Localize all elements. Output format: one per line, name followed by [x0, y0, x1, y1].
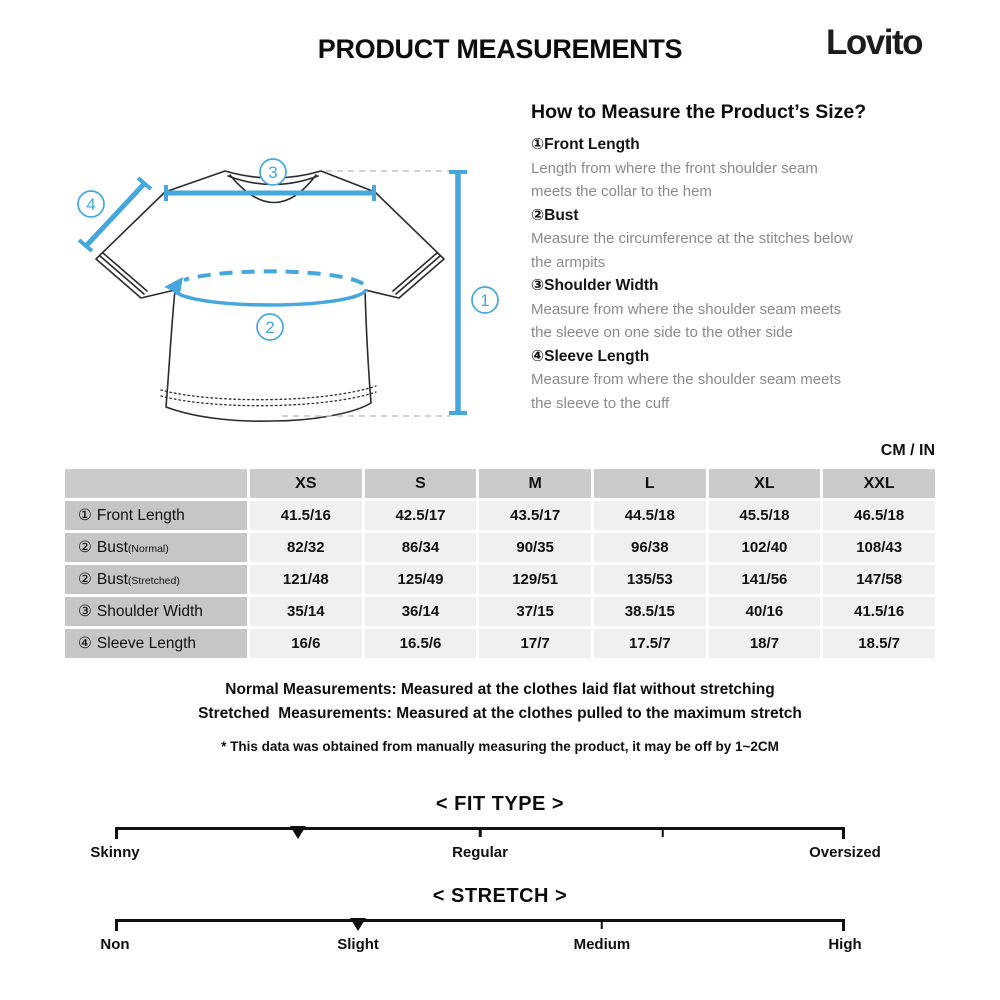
row-label: ③ Shoulder Width: [65, 597, 247, 626]
how-to-heading: How to Measure the Product’s Size?: [531, 101, 867, 123]
how-to-item-text: the sleeve on one side to the other side: [531, 324, 793, 341]
how-to-item-text: Measure from where the shoulder seam meets: [531, 300, 842, 318]
scale-label-oversized: Oversized: [809, 844, 881, 861]
marker-number-4: 4: [86, 195, 96, 214]
circled-number: ②: [78, 571, 92, 588]
stretch-title: < STRETCH >: [432, 885, 568, 907]
size-column-header: S: [365, 469, 477, 498]
measurement-value: 40/16: [709, 597, 821, 626]
circled-number: ④: [78, 635, 92, 652]
how-to-item-title: ②Bust: [531, 206, 579, 224]
how-to-item-text: the sleeve to the cuff: [531, 394, 670, 412]
scale-end-cap: [842, 827, 845, 839]
measurement-value: 41.5/16: [250, 501, 362, 530]
how-to-item-text: Length from where the front shoulder seam: [531, 159, 818, 177]
stretch-scale-line: [115, 919, 845, 922]
measurement-value: 43.5/17: [479, 501, 591, 530]
table-row-bust-stretched: [65, 565, 935, 594]
measurement-value: 16/6: [250, 629, 362, 658]
scale-label-high: High: [828, 936, 862, 953]
how-to-item-title: ①Front Length: [531, 136, 640, 153]
measurement-value: 46.5/18: [823, 501, 935, 530]
measurement-value: 38.5/15: [594, 597, 706, 626]
size-column-header: L: [594, 469, 706, 498]
measurement-value: 86/34: [365, 533, 477, 562]
how-to-item-text: Measure the circumference at the stitches below: [531, 230, 853, 247]
scale-label-non: Non: [100, 936, 130, 953]
how-to-item-text: meets the collar to the hem: [531, 183, 712, 200]
row-label: ① Front Length: [65, 501, 247, 530]
measurement-value: 129/51: [479, 565, 591, 594]
stretch-scale: [100, 919, 862, 964]
row-label: ② Bust(Stretched): [65, 565, 247, 594]
how-to-measure-section: [531, 101, 951, 415]
measurement-value: 42.5/17: [365, 501, 477, 530]
note-normal-measurements: Normal Measurements: Measured at the clothes laid flat without stretching: [225, 681, 775, 698]
how-to-item-front-length: [531, 133, 951, 204]
measurement-value: 96/38: [594, 533, 706, 562]
measurement-value: 17/7: [479, 629, 591, 658]
how-to-item-title: ④Sleeve Length: [531, 347, 650, 365]
measurement-value: 37/15: [479, 597, 591, 626]
note-disclaimer: * This data was obtained from manually measuring the product, it may be off by 1~2CM: [221, 739, 779, 754]
measurement-value: 36/14: [365, 597, 477, 626]
measurement-value: 135/53: [594, 565, 706, 594]
scale-tick: [661, 827, 664, 837]
circled-number: ②: [531, 206, 545, 224]
scale-label-skinny: Skinny: [90, 844, 140, 861]
measurement-value: 17.5/7: [594, 629, 706, 658]
how-to-item-sleeve-length: [531, 345, 951, 416]
scale-label-slight: Slight: [337, 936, 379, 953]
tshirt-outline: [96, 171, 444, 421]
measurement-value: 102/40: [709, 533, 821, 562]
table-row-sleeve-length: [65, 629, 935, 658]
fit-type-title: < FIT TYPE >: [435, 793, 565, 815]
how-to-item-title: ③Shoulder Width: [531, 277, 659, 294]
measurement-value: 121/48: [250, 565, 362, 594]
measurement-value: 16.5/6: [365, 629, 477, 658]
brand-logo: Lovito: [826, 23, 922, 62]
measurement-value: 90/35: [479, 533, 591, 562]
table-row-front-length: [65, 501, 935, 530]
scale-tick: [601, 919, 604, 929]
table-row-bust-normal: [65, 533, 935, 562]
size-table: [62, 466, 938, 661]
stretch-marker: [350, 918, 366, 931]
how-to-item-text: Measure from where the shoulder seam meets: [531, 371, 842, 388]
measurement-value: 147/58: [823, 565, 935, 594]
circled-number: ③: [78, 603, 92, 620]
front-length-line: [449, 172, 467, 413]
table-header-row: [65, 469, 935, 498]
size-column-header: M: [479, 469, 591, 498]
measurement-value: 45.5/18: [709, 501, 821, 530]
measurement-value: 18.5/7: [823, 629, 935, 658]
size-column-header: XL: [709, 469, 821, 498]
measurement-value: 82/32: [250, 533, 362, 562]
circled-number: ④: [531, 347, 545, 365]
unit-label: CM / IN: [880, 442, 935, 459]
measurement-value: 35/14: [250, 597, 362, 626]
tshirt-measurement-diagram: [58, 140, 520, 440]
table-corner-cell: [65, 469, 247, 498]
marker-number-3: 3: [268, 163, 278, 182]
how-to-item-text: the armpits: [531, 253, 606, 271]
size-column-header: XXL: [823, 469, 935, 498]
measurement-value: 141/56: [709, 565, 821, 594]
circled-number: ③: [531, 277, 545, 294]
row-label: ② Bust(Normal): [65, 533, 247, 562]
scale-end-cap: [842, 919, 845, 931]
measurement-value: 44.5/18: [594, 501, 706, 530]
measurement-value: 41.5/16: [823, 597, 935, 626]
how-to-item-shoulder-width: [531, 274, 951, 345]
circled-number: ②: [78, 539, 92, 556]
scale-label-regular: Regular: [452, 844, 508, 861]
row-label: ④ Sleeve Length: [65, 629, 247, 658]
how-to-item-bust: [531, 204, 951, 275]
marker-number-2: 2: [265, 318, 275, 337]
fit-type-marker: [290, 826, 306, 839]
marker-number-1: 1: [480, 291, 490, 310]
scale-end-cap: [115, 919, 118, 931]
note-stretched-measurements: Stretched Measurements: Measured at the clothes pulled to the maximum stretch: [198, 705, 802, 722]
fit-type-scale: [90, 827, 881, 872]
measurement-value: 108/43: [823, 533, 935, 562]
size-column-header: XS: [250, 469, 362, 498]
circled-number: ①: [78, 507, 92, 524]
page-title: PRODUCT MEASUREMENTS: [317, 34, 683, 64]
circled-number: ①: [531, 136, 545, 153]
scale-tick: [479, 827, 482, 837]
scale-label-medium: Medium: [573, 936, 631, 953]
measurement-value: 125/49: [365, 565, 477, 594]
table-row-shoulder-width: [65, 597, 935, 626]
measurement-value: 18/7: [709, 629, 821, 658]
scale-end-cap: [115, 827, 118, 839]
